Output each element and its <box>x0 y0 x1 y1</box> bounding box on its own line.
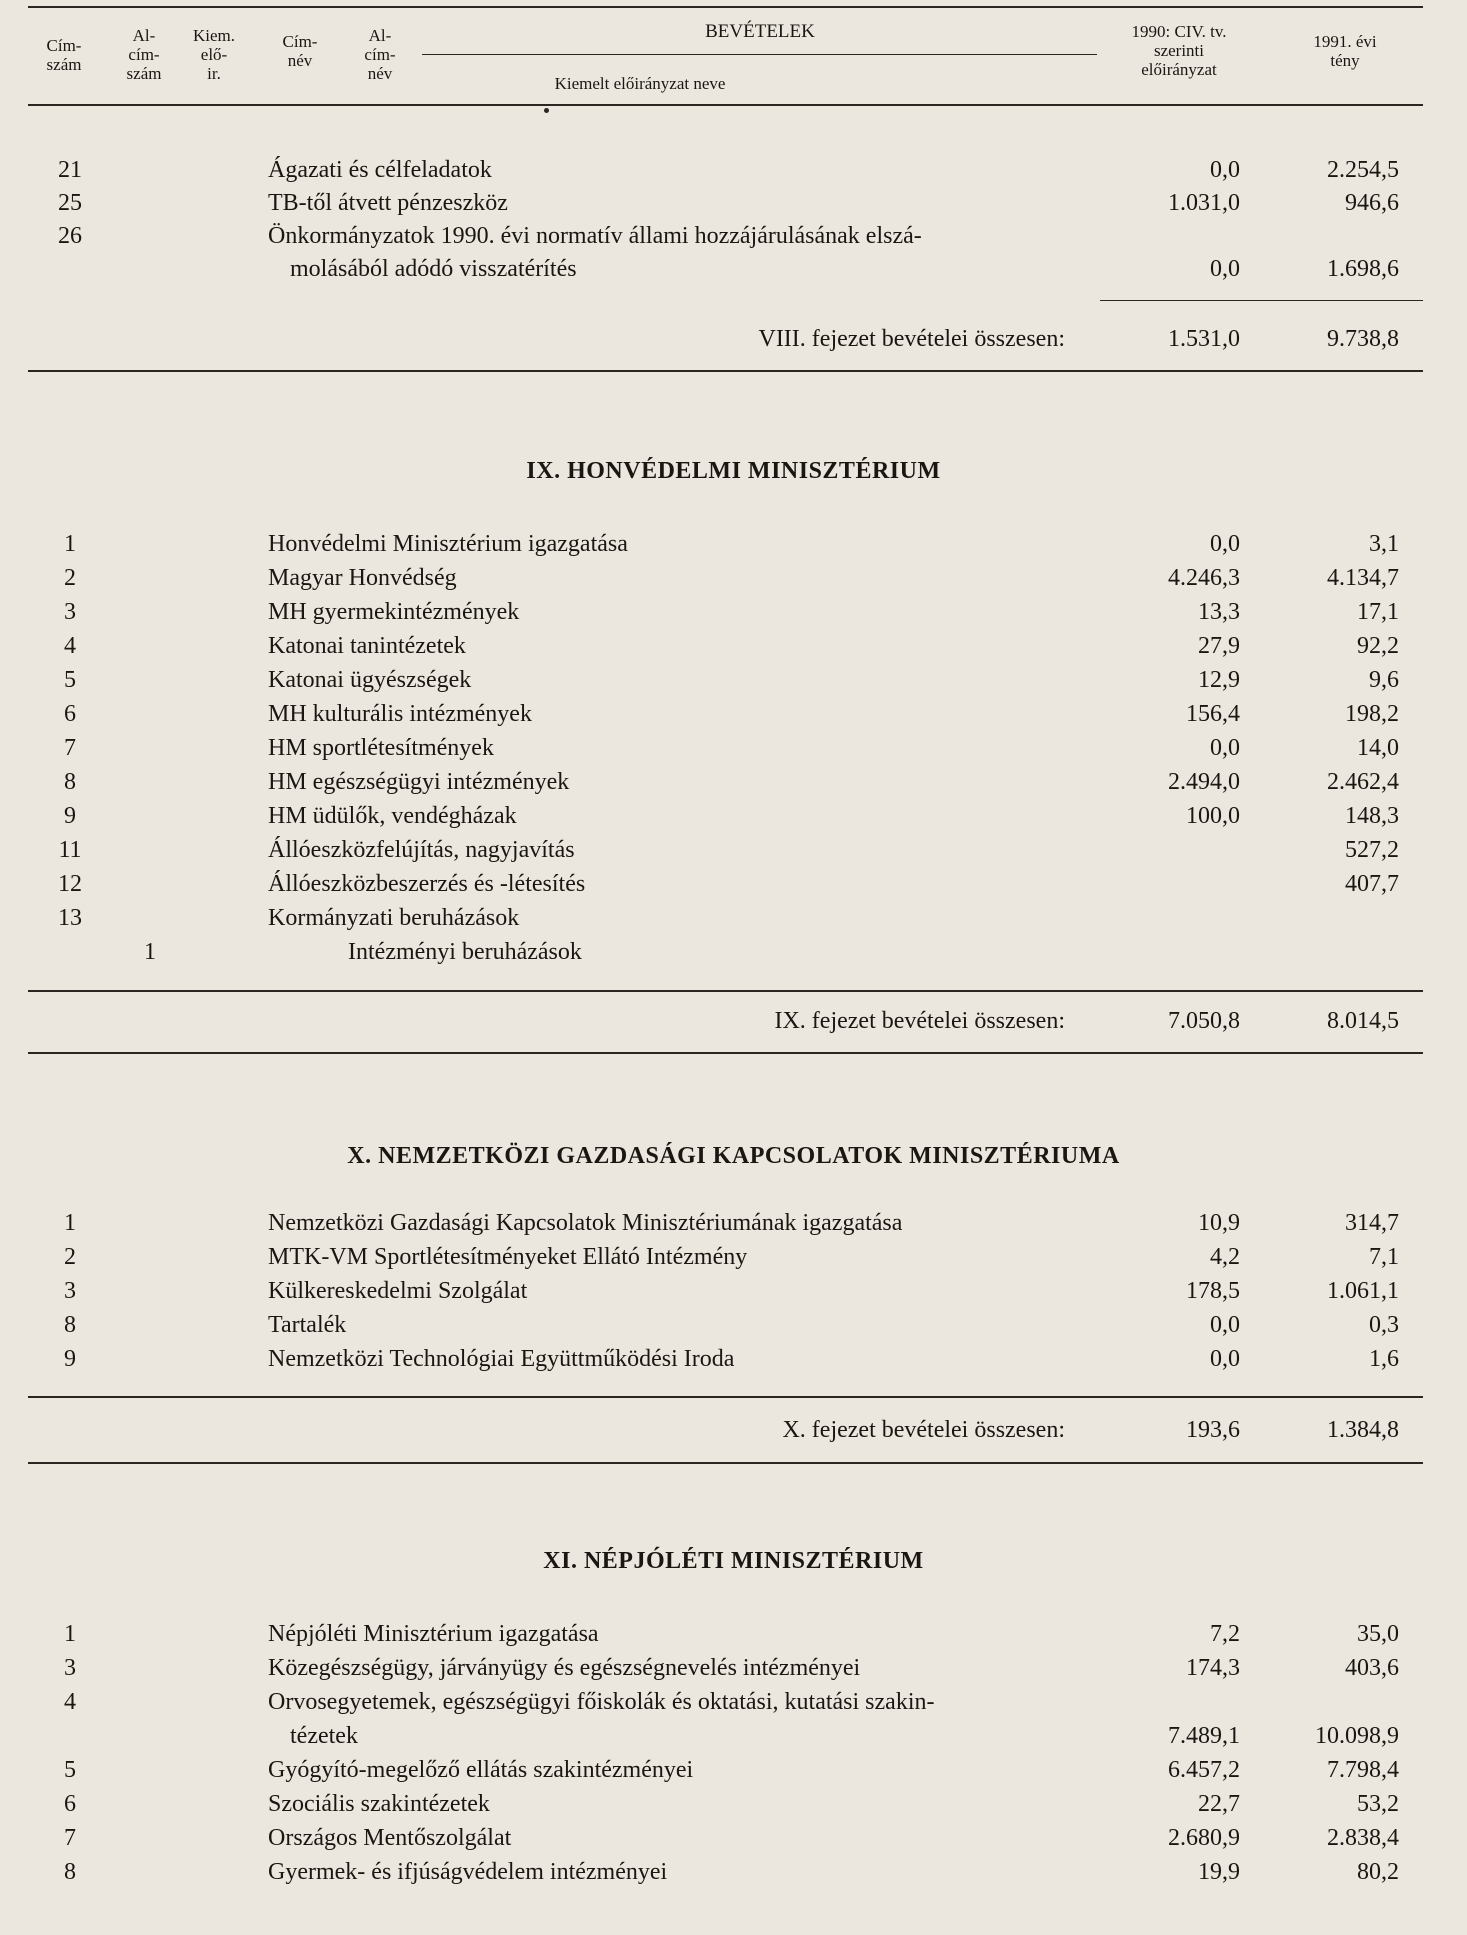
cim-number: 1 <box>64 1621 76 1647</box>
table-row <box>0 186 1467 220</box>
table-row <box>0 1308 1467 1342</box>
item-name: Nemzetközi Gazdasági Kapcsolatok Minisztériumának igazgatása <box>268 1210 903 1236</box>
table-row <box>0 697 1467 731</box>
table-row <box>0 765 1467 799</box>
item-name: Önkormányzatok 1990. évi normatív állami hozzájárulásának elszá- <box>268 223 922 249</box>
cim-number: 6 <box>64 1791 76 1817</box>
cim-number: 6 <box>64 701 76 727</box>
value-1990: 0,0 <box>1210 735 1240 761</box>
table-row <box>0 561 1467 595</box>
item-name-continued: molásából adódó visszatérítés <box>290 256 577 282</box>
value-1991: 4.134,7 <box>1327 565 1399 591</box>
cim-number: 7 <box>64 735 76 761</box>
value-1990: 2.494,0 <box>1168 769 1240 795</box>
value-1990: 0,0 <box>1210 1312 1240 1338</box>
value-1990: 1.031,0 <box>1168 190 1240 216</box>
cim-number: 9 <box>64 1346 76 1372</box>
value-1990: 6.457,2 <box>1168 1757 1240 1783</box>
value-1991: 9,6 <box>1369 667 1399 693</box>
total-label: IX. fejezet bevételei összesen: <box>774 1008 1065 1034</box>
value-1991: 946,6 <box>1345 190 1399 216</box>
table-row <box>0 1855 1467 1889</box>
value-1991: 80,2 <box>1357 1859 1399 1885</box>
table-row <box>0 901 1467 935</box>
table-row <box>0 1787 1467 1821</box>
total-1990: 1.531,0 <box>1168 326 1240 352</box>
value-1991: 2.838,4 <box>1327 1825 1399 1851</box>
item-name: Közegészségügy, járványügy és egészségnevelés intézményei <box>268 1655 861 1681</box>
value-1991: 17,1 <box>1357 599 1399 625</box>
item-name: TB-től átvett pénzeszköz <box>268 190 508 216</box>
value-1990: 10,9 <box>1198 1210 1240 1236</box>
table-row <box>0 1719 1467 1753</box>
value-1991: 0,3 <box>1369 1312 1399 1338</box>
cim-number: 21 <box>58 157 82 183</box>
value-1990: 0,0 <box>1210 256 1240 282</box>
value-1990: 178,5 <box>1186 1278 1240 1304</box>
cim-number: 5 <box>64 1757 76 1783</box>
value-1990: 0,0 <box>1210 531 1240 557</box>
item-name: Ágazati és célfeladatok <box>268 157 492 183</box>
value-1991: 527,2 <box>1345 837 1399 863</box>
value-1990: 7.489,1 <box>1168 1723 1240 1749</box>
header-kiemelt-eloir: Kiem. elő- ir. <box>192 26 236 83</box>
table-row <box>0 1240 1467 1274</box>
value-1990: 0,0 <box>1210 1346 1240 1372</box>
value-1990: 13,3 <box>1198 599 1240 625</box>
item-name: MH kulturális intézmények <box>268 701 532 727</box>
item-name: Intézményi beruházások <box>348 939 582 965</box>
item-name: Gyógyító-megelőző ellátás szakintézményei <box>268 1757 694 1783</box>
cim-number: 12 <box>58 871 82 897</box>
value-1991: 407,7 <box>1345 871 1399 897</box>
value-1990: 27,9 <box>1198 633 1240 659</box>
cim-number: 8 <box>64 769 76 795</box>
total-1991: 8.014,5 <box>1327 1008 1399 1034</box>
cim-number: 3 <box>64 599 76 625</box>
cim-number: 8 <box>64 1312 76 1338</box>
value-1991: 10.098,9 <box>1315 1723 1399 1749</box>
section-total-row <box>0 1413 1467 1447</box>
header-cimszam: Cím- szám <box>46 36 82 74</box>
header-bevetelek-underline <box>422 54 1097 55</box>
table-row <box>0 867 1467 901</box>
cim-number: 4 <box>64 1689 76 1715</box>
table-row <box>0 527 1467 561</box>
item-name: Honvédelmi Minisztérium igazgatása <box>268 531 628 557</box>
cim-number: 8 <box>64 1859 76 1885</box>
value-1991: 2.254,5 <box>1327 157 1399 183</box>
table-row <box>0 1274 1467 1308</box>
value-1991: 403,6 <box>1345 1655 1399 1681</box>
table-row <box>0 1753 1467 1787</box>
cim-number: 11 <box>58 837 82 863</box>
value-1991: 3,1 <box>1369 531 1399 557</box>
cim-number: 5 <box>64 667 76 693</box>
subtotal-rule <box>28 990 1423 992</box>
header-cimnev: Cím- név <box>282 32 318 70</box>
total-label: X. fejezet bevételei összesen: <box>782 1417 1065 1443</box>
value-1991: 92,2 <box>1357 633 1399 659</box>
value-1990: 0,0 <box>1210 157 1240 183</box>
value-1990: 100,0 <box>1186 803 1240 829</box>
item-name: MH gyermekintézmények <box>268 599 520 625</box>
item-name: Katonai ügyészségek <box>268 667 472 693</box>
cim-number: 1 <box>64 1210 76 1236</box>
table-row <box>0 1342 1467 1376</box>
item-name: Népjóléti Minisztérium igazgatása <box>268 1621 599 1647</box>
cim-number: 2 <box>64 1244 76 1270</box>
item-name: Gyermek- és ifjúságvédelem intézményei <box>268 1859 668 1885</box>
table-row <box>0 663 1467 697</box>
cim-number: 7 <box>64 1825 76 1851</box>
item-name: HM sportlétesítmények <box>268 735 494 761</box>
subtotal-rule <box>1100 300 1423 301</box>
item-name: Nemzetközi Technológiai Együttműködési Iroda <box>268 1346 735 1372</box>
section-total-row <box>0 1004 1467 1038</box>
table-row <box>0 1617 1467 1651</box>
table-row <box>0 731 1467 765</box>
subtotal-rule <box>28 1396 1423 1398</box>
total-1991: 1.384,8 <box>1327 1417 1399 1443</box>
header-kiemelt-nev: Kiemelt előirányzat neve <box>554 74 726 93</box>
section-total-row <box>0 322 1467 356</box>
decorative-dot <box>544 108 549 113</box>
section-end-rule <box>28 1052 1423 1054</box>
cim-number: 9 <box>64 803 76 829</box>
table-row <box>0 799 1467 833</box>
value-1991: 1.698,6 <box>1327 256 1399 282</box>
value-1991: 148,3 <box>1345 803 1399 829</box>
section-title: X. NEMZETKÖZI GAZDASÁGI KAPCSOLATOK MINISZTÉRIUMA <box>347 1143 1120 1169</box>
item-name: MTK-VM Sportlétesítményeket Ellátó Intézmény <box>268 1244 748 1270</box>
value-1990: 156,4 <box>1186 701 1240 727</box>
table-row <box>0 595 1467 629</box>
section-end-rule <box>28 1462 1423 1464</box>
item-name: Külkereskedelmi Szolgálat <box>268 1278 528 1304</box>
header-1990: 1990: CIV. tv. szerinti előirányzat <box>1131 22 1227 79</box>
value-1991: 2.462,4 <box>1327 769 1399 795</box>
value-1990: 22,7 <box>1198 1791 1240 1817</box>
value-1991: 198,2 <box>1345 701 1399 727</box>
item-name: HM üdülők, vendégházak <box>268 803 517 829</box>
value-1991: 53,2 <box>1357 1791 1399 1817</box>
item-name: Országos Mentőszolgálat <box>268 1825 512 1851</box>
cim-number: 4 <box>64 633 76 659</box>
cim-number: 1 <box>64 531 76 557</box>
item-name: Katonai tanintézetek <box>268 633 466 659</box>
cim-number: 26 <box>58 223 82 249</box>
item-name: Állóeszközbeszerzés és -létesítés <box>268 871 586 897</box>
cim-number: 3 <box>64 1655 76 1681</box>
value-1990: 19,9 <box>1198 1859 1240 1885</box>
table-row <box>0 1651 1467 1685</box>
value-1990: 12,9 <box>1198 667 1240 693</box>
table-row <box>0 629 1467 663</box>
total-1991: 9.738,8 <box>1327 326 1399 352</box>
alcim-number: 1 <box>144 939 156 965</box>
item-name: Állóeszközfelújítás, nagyjavítás <box>268 837 575 863</box>
item-name: Kormányzati beruházások <box>268 905 520 931</box>
value-1990: 7,2 <box>1210 1621 1240 1647</box>
value-1991: 14,0 <box>1357 735 1399 761</box>
value-1991: 1,6 <box>1369 1346 1399 1372</box>
value-1990: 174,3 <box>1186 1655 1240 1681</box>
total-label: VIII. fejezet bevételei összesen: <box>758 326 1065 352</box>
table-row <box>0 833 1467 867</box>
table-row <box>0 1821 1467 1855</box>
value-1990: 4,2 <box>1210 1244 1240 1270</box>
value-1991: 1.061,1 <box>1327 1278 1399 1304</box>
section-end-rule <box>28 370 1423 372</box>
table-row <box>0 1206 1467 1240</box>
value-1991: 314,7 <box>1345 1210 1399 1236</box>
total-1990: 7.050,8 <box>1168 1008 1240 1034</box>
header-1991: 1991. évi tény <box>1313 32 1377 70</box>
header-bevetelek: BEVÉTELEK <box>705 21 815 42</box>
header-bottom-rule <box>28 104 1423 106</box>
cim-number: 25 <box>58 190 82 216</box>
item-name: Magyar Honvédség <box>268 565 457 591</box>
header-alcimszam: Al- cím- szám <box>126 26 162 83</box>
header-alcimnev: Al- cím- név <box>364 26 396 83</box>
cim-number: 2 <box>64 565 76 591</box>
value-1991: 7.798,4 <box>1327 1757 1399 1783</box>
table-row <box>0 252 1467 286</box>
value-1991: 7,1 <box>1369 1244 1399 1270</box>
header-top-rule <box>28 6 1423 8</box>
value-1990: 4.246,3 <box>1168 565 1240 591</box>
total-1990: 193,6 <box>1186 1417 1240 1443</box>
table-row <box>0 219 1467 253</box>
item-name-continued: tézetek <box>290 1723 358 1749</box>
cim-number: 3 <box>64 1278 76 1304</box>
cim-number: 13 <box>58 905 82 931</box>
item-name: HM egészségügyi intézmények <box>268 769 570 795</box>
section-title: IX. HONVÉDELMI MINISZTÉRIUM <box>526 458 941 484</box>
value-1990: 2.680,9 <box>1168 1825 1240 1851</box>
item-name: Szociális szakintézetek <box>268 1791 490 1817</box>
table-row <box>0 1685 1467 1719</box>
item-name: Tartalék <box>268 1312 347 1338</box>
table-row <box>0 935 1467 969</box>
table-row <box>0 153 1467 187</box>
section-title: XI. NÉPJÓLÉTI MINISZTÉRIUM <box>543 1548 924 1574</box>
value-1991: 35,0 <box>1357 1621 1399 1647</box>
item-name: Orvosegyetemek, egészségügyi főiskolák és oktatási, kutatási szakin- <box>268 1689 935 1715</box>
